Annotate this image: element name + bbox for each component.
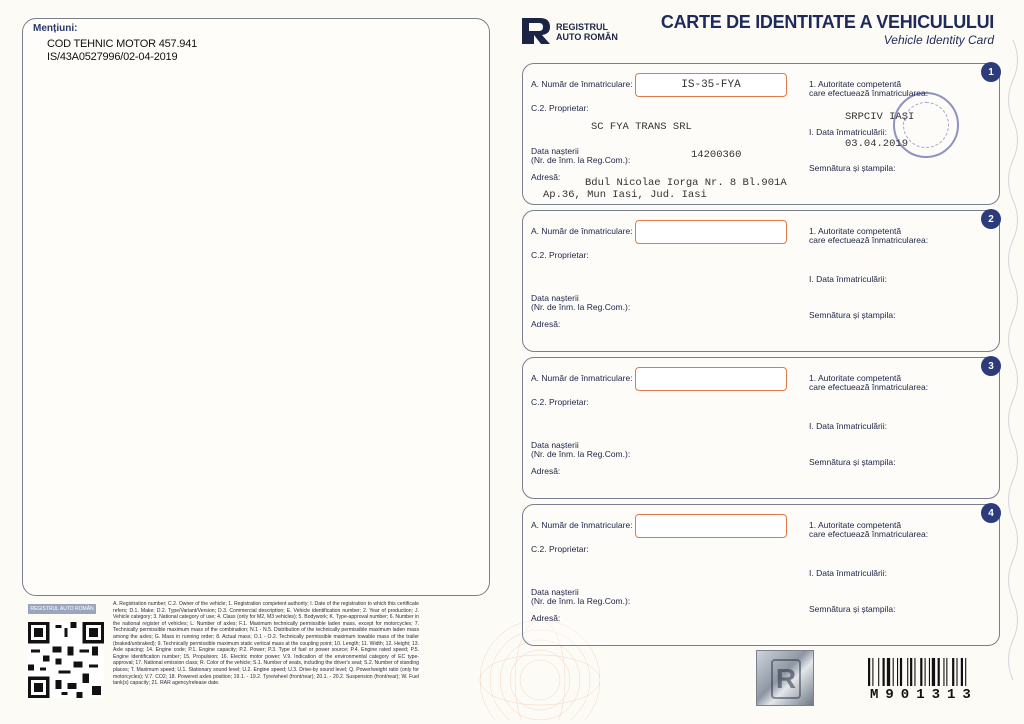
security-wave-pattern bbox=[1002, 40, 1024, 680]
security-band: REGISTRUL AUTO ROMÂN bbox=[28, 604, 96, 614]
barcode-bar bbox=[910, 658, 912, 686]
barcode-bar bbox=[868, 658, 870, 686]
document-subtitle: Vehicle Identity Card bbox=[883, 33, 994, 47]
owner-label: C.2. Proprietar: bbox=[531, 397, 589, 407]
regcom-label: (Nr. de înm. la Reg.Com.): bbox=[531, 449, 631, 459]
owner-label: C.2. Proprietar: bbox=[531, 250, 589, 260]
barcode-bar bbox=[897, 658, 898, 686]
barcode-bar bbox=[952, 658, 954, 686]
barcode-bar bbox=[907, 658, 908, 686]
barcode-bar bbox=[932, 658, 935, 686]
owner-label: C.2. Proprietar: bbox=[531, 103, 589, 113]
barcode-bar bbox=[956, 658, 957, 686]
plate-number-value: IS-35-FYA bbox=[681, 79, 741, 91]
barcode-bar bbox=[920, 658, 922, 686]
barcode-bar bbox=[943, 658, 944, 686]
plate-number-field bbox=[635, 514, 787, 538]
registration-section-4 bbox=[522, 504, 1000, 646]
address-line1: Bdul Nicolae Iorga Nr. 8 Bl.901A bbox=[585, 177, 787, 189]
authority-label-1: 1. Autoritate competentă bbox=[809, 79, 902, 89]
reg-date-value: 03.04.2019 bbox=[845, 138, 909, 150]
registration-section-3 bbox=[522, 357, 1000, 499]
plate-label: A. Număr de înmatriculare: bbox=[531, 373, 633, 383]
owner-value: SC FYA TRANS SRL bbox=[591, 121, 692, 133]
document-title: CARTE DE IDENTITATE A VEHICULULUI bbox=[660, 12, 994, 32]
barcode-bar bbox=[887, 658, 890, 686]
regcom-label: (Nr. de înm. la Reg.Com.): bbox=[531, 596, 631, 606]
reg-date-label: I. Data înmatriculării: bbox=[809, 421, 887, 431]
signature-label: Semnătura și ștampila: bbox=[809, 457, 896, 467]
authority-value: SRPCIV IAȘI bbox=[845, 111, 915, 123]
section-number-badge: 2 bbox=[981, 209, 1001, 229]
rar-logo-line1: REGISTRUL bbox=[556, 22, 609, 32]
owner-label: C.2. Proprietar: bbox=[531, 544, 589, 554]
mentiuni-panel bbox=[22, 18, 490, 596]
authority-label-1: 1. Autoritate competentă bbox=[809, 226, 902, 236]
barcode-bar bbox=[878, 658, 879, 686]
stamp-inner-ring bbox=[903, 102, 949, 148]
section-number-badge: 4 bbox=[981, 503, 1001, 523]
birth-label: Data nașterii bbox=[531, 440, 579, 450]
hologram-r-icon: R bbox=[771, 659, 801, 699]
address-label: Adresă: bbox=[531, 172, 561, 182]
regcom-label: (Nr. de înm. la Reg.Com.): bbox=[531, 155, 631, 165]
serial-number: M901313 bbox=[870, 687, 978, 703]
authority-label-1: 1. Autoritate competentă bbox=[809, 520, 902, 530]
mentiuni-engine-code: COD TEHNIC MOTOR 457.941 bbox=[47, 38, 198, 50]
barcode-bar bbox=[914, 658, 915, 686]
field-legend: A. Registration number; C.2. Owner of the vehicle; 1. Registration competent authority; I. Date of the registration to which this certificate refers; D.1. Make; D.2. Type/Variant/Version; D.3. Commercial description; E. Vehicle identification number; 2. Year of production; J. Vehicle category; 3. National category of use; 4. Class (only for M2, M3 vehicles); 5. Bodywork; K. Type-approval number; 6. Number in the national register of vehicles; L. Number of axles; F.1. Maximum technically permissible laden mass, except for motorcycles; 7. Technically permissible maximum mass of the combination; N.1 - N.5. Distribution of the technically permissible maximum laden mass among the axles; G. Mass in running order; 8. Actual mass; O.1 - O.2. Technically permissible maximum towable mass of the trailer (braked/unbraked); 9. Technically permissible maximum static vertical mass at the coupling point; 10. Length; 11. Width; 12. Height; 13. Axle spacing; 14. Engine code; P.1. Engine capacity; P.2. Power; P.3. Type of fuel or power source; P.4. Engine rated speed; P.5. Engine identification number; 15. Propulsion; 16. Electric motor power; V.9. Indication of the environmental category of EC type-approval; 17. National emission class; R. Color of the vehicle; S.1. Number of seats, including the driver's seat; S.2. Number of standing places; T. Maximum speed; U.1. Stationary sound level; U.2. Engine speed; U.3. Drive-by sound level; Q. Power/weight ratio (only for motorcycles); V.7. CO2; 18. Powered axles position; 19.1. - 19.2. Tyre/wheel (front/rear); 20.1. - 20.2. Suspension (front/rear); W. Fuel tank(s) capacity; 21. RAR agency/release date. bbox=[113, 601, 419, 687]
section-number-badge: 1 bbox=[981, 62, 1001, 82]
mentiuni-title: Mențiuni: bbox=[33, 23, 78, 34]
section-number-badge: 3 bbox=[981, 356, 1001, 376]
barcode-bar bbox=[961, 658, 963, 686]
barcode-bar bbox=[900, 658, 902, 686]
reg-date-label: I. Data înmatriculării: bbox=[809, 568, 887, 578]
plate-number-field bbox=[635, 367, 787, 391]
address-label: Adresă: bbox=[531, 319, 561, 329]
authority-label-2: care efectuează înmatricularea: bbox=[809, 382, 929, 392]
qr-code bbox=[28, 622, 104, 698]
rar-logo-text bbox=[556, 22, 618, 42]
barcode-bar bbox=[872, 658, 873, 686]
birth-label: Data nașterii bbox=[531, 293, 579, 303]
birth-label: Data nașterii bbox=[531, 587, 579, 597]
barcode-bar bbox=[893, 658, 894, 686]
authority-label-2: care efectuează înmatricularea: bbox=[809, 529, 929, 539]
barcode-bar bbox=[929, 658, 930, 686]
address-line2: Ap.36, Mun Iasi, Jud. Iasi bbox=[543, 189, 707, 201]
address-label: Adresă: bbox=[531, 613, 561, 623]
barcode-bar bbox=[946, 658, 947, 686]
hologram bbox=[756, 650, 814, 706]
signature-label: Semnătura și ștampila: bbox=[809, 604, 896, 614]
rar-logo-icon bbox=[520, 14, 554, 46]
authority-label-1: 1. Autoritate competentă bbox=[809, 373, 902, 383]
plate-number-field bbox=[635, 220, 787, 244]
birth-label: Data nașterii bbox=[531, 146, 579, 156]
address-label: Adresă: bbox=[531, 466, 561, 476]
authority-label-2: care efectuează înmatricularea: bbox=[809, 88, 929, 98]
barcode-bar bbox=[965, 658, 966, 686]
plate-label: A. Număr de înmatriculare: bbox=[531, 79, 633, 89]
authority-label-2: care efectuează înmatricularea: bbox=[809, 235, 929, 245]
registration-section-2 bbox=[522, 210, 1000, 352]
rar-logo-line2: AUTO ROMÂN bbox=[556, 32, 618, 42]
signature-label: Semnătura și ștampila: bbox=[809, 310, 896, 320]
signature-label: Semnătura și ștampila: bbox=[809, 163, 896, 173]
mentiuni-reference: IS/43A0527996/02-04-2019 bbox=[47, 51, 178, 63]
barcode-bar bbox=[925, 658, 926, 686]
plate-label: A. Număr de înmatriculare: bbox=[531, 226, 633, 236]
registration-section-1 bbox=[522, 63, 1000, 205]
official-stamp bbox=[893, 92, 959, 158]
regcom-value: 14200360 bbox=[691, 149, 742, 161]
regcom-label: (Nr. de înm. la Reg.Com.): bbox=[531, 302, 631, 312]
barcode bbox=[868, 658, 998, 686]
plate-label: A. Număr de înmatriculare: bbox=[531, 520, 633, 530]
reg-date-label: I. Data înmatriculării: bbox=[809, 274, 887, 284]
barcode-bar bbox=[883, 658, 885, 686]
barcode-bar bbox=[938, 658, 940, 686]
reg-date-label: I. Data înmatriculării: bbox=[809, 127, 887, 137]
plate-number-field bbox=[635, 73, 787, 97]
